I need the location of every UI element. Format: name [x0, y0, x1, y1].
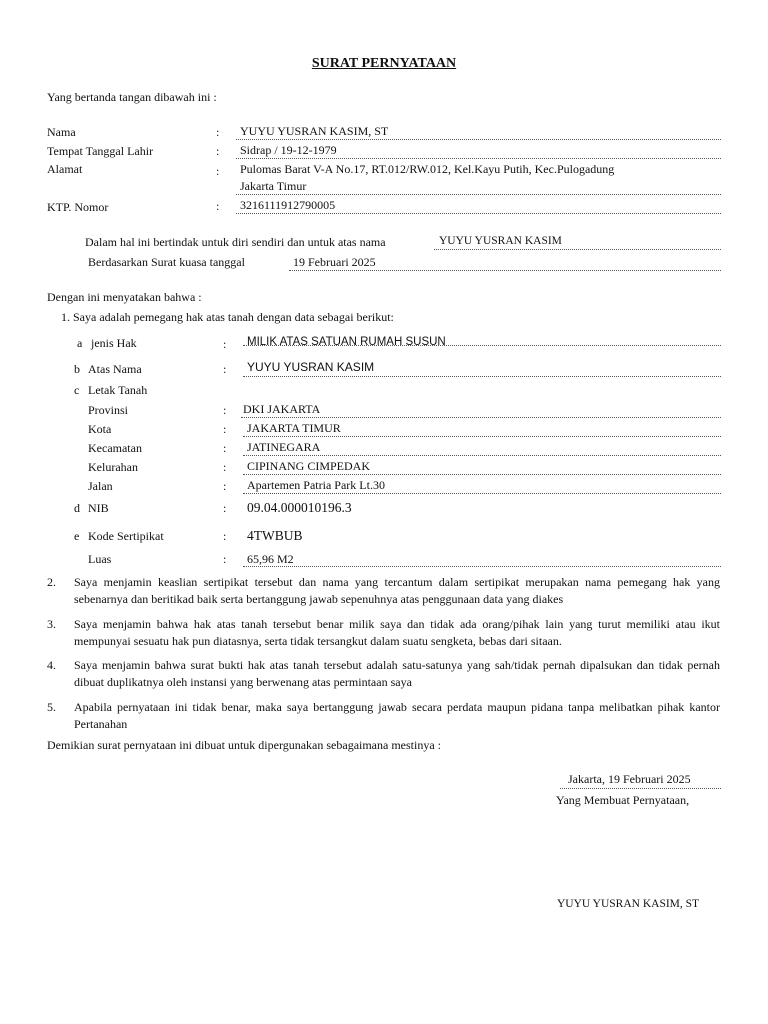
poa-dotted-line	[289, 270, 721, 271]
letak-tanah-label: Letak Tanah	[88, 383, 148, 397]
kode-sertipikat-value: 4TWBUB	[247, 528, 303, 543]
kelurahan-value: CIPINANG CIMPEDAK	[247, 459, 371, 473]
nib-value: 09.04.000010196.3	[247, 500, 352, 515]
kota-value: JAKARTA TIMUR	[247, 421, 341, 435]
poa-text: Berdasarkan Surat kuasa tanggal	[88, 255, 245, 269]
poa-value: 19 Februari 2025	[293, 255, 376, 269]
document-title: SURAT PERNYATAAN	[311, 56, 457, 71]
jenis-hak-value: MILIK ATAS SATUAN RUMAH SUSUN	[247, 336, 446, 348]
declare-intro: Dengan ini menyatakan bahwa :	[47, 290, 202, 304]
statement-2-text: Saya menjamin keaslian sertipikat tersebut dan nama yang tercantum dalam sertipikat merupakan nama pemegang hak yang sebenarnya dan beritikad baik serta bertanggung jawab sepenuhnya atas penggunaan data yang diakes	[74, 575, 720, 606]
kecamatan-colon: :	[223, 441, 227, 455]
statement-3-text: Saya menjamin bahwa hak atas tanah tersebut benar milik saya dan tidak ada orang/pihak lain yang turut memiliki atau ikut mempunyai sesuatu hak pun diatasnya, serta tidak tersangkut dalam suatu sengketa, bebas dari sitaan.	[74, 617, 720, 648]
statement-3-number: 3.	[47, 617, 56, 631]
ktp-colon: :	[216, 199, 220, 213]
alamat-line1: Pulomas Barat V-A No.17, RT.012/RW.012, Kel.Kayu Putih, Kec.Pulogadung	[240, 162, 615, 176]
land-c-letter: c	[74, 383, 80, 397]
ktp-value: 3216111912790005	[240, 198, 336, 212]
item-1-text: 1. Saya adalah pemegang hak atas tanah dengan data sebagai berikut:	[61, 310, 394, 324]
atas-nama-dotted-line	[243, 376, 721, 377]
kecamatan-dotted-line	[243, 455, 721, 456]
authority-dotted-line	[434, 249, 721, 250]
atas-nama-label: Atas Nama	[88, 362, 142, 376]
statement-2-number: 2.	[47, 575, 56, 589]
kelurahan-colon: :	[223, 460, 227, 474]
nib-label: NIB	[88, 501, 109, 515]
provinsi-value: DKI JAKARTA	[243, 402, 321, 416]
alamat-line2: Jakarta Timur	[240, 179, 307, 193]
kota-label: Kota	[88, 422, 112, 436]
ttl-label: Tempat Tanggal Lahir	[47, 144, 154, 158]
ttl-dotted-line	[236, 158, 721, 159]
luas-value: 65,96 M2	[247, 552, 294, 566]
authority-value: YUYU YUSRAN KASIM	[439, 235, 562, 247]
statement-4-text: Saya menjamin bahwa surat bukti hak atas tanah tersebut adalah satu-satunya yang sah/tidak pernah dipalsukan dan tidak pernah dibuat duplikatnya oleh instansi yang berwenang atas permintaan saya	[74, 658, 720, 689]
jenis-hak-colon: :	[223, 337, 227, 351]
atas-nama-colon: :	[223, 362, 227, 376]
provinsi-dotted-line	[241, 417, 721, 418]
ktp-label: KTP. Nomor	[47, 200, 109, 214]
nama-dotted-line	[236, 139, 721, 140]
provinsi-label: Provinsi	[88, 403, 129, 417]
kelurahan-dotted-line	[243, 474, 721, 475]
nama-value: YUYU YUSRAN KASIM, ST	[240, 124, 389, 138]
jenis-hak-label: jenis Hak	[91, 336, 137, 350]
closing-text: Demikian surat pernyataan ini dibuat untuk dipergunakan sebagaimana mestinya :	[47, 738, 441, 752]
nama-label: Nama	[47, 125, 76, 139]
signature-name: YUYU YUSRAN KASIM, ST	[557, 898, 700, 910]
statement-5-text: Apabila pernyataan ini tidak benar, maka saya bertanggung jawab secara perdata maupun pidana tanpa melibatkan pihak kantor Pertanahan	[74, 700, 720, 731]
kecamatan-value: JATINEGARA	[247, 440, 321, 454]
alamat-label: Alamat	[47, 162, 83, 176]
signature-maker: Yang Membuat Pernyataan,	[556, 793, 690, 807]
ttl-colon: :	[216, 144, 220, 158]
provinsi-colon: :	[223, 403, 227, 417]
land-e-letter: e	[74, 529, 80, 543]
signature-dotted-line	[560, 788, 721, 789]
land-a-letter: a	[77, 336, 83, 350]
jalan-label: Jalan	[88, 479, 113, 493]
luas-label: Luas	[88, 552, 112, 566]
signature-place-date: Jakarta, 19 Februari 2025	[568, 772, 691, 786]
kode-sertipikat-colon: :	[223, 529, 227, 543]
ktp-dotted-line	[236, 213, 721, 214]
statement-5-number: 5.	[47, 700, 56, 714]
luas-dotted-line	[243, 566, 721, 567]
intro-text: Yang bertanda tangan dibawah ini :	[47, 90, 217, 104]
kecamatan-label: Kecamatan	[88, 441, 142, 455]
nama-colon: :	[216, 125, 220, 139]
land-b-letter: b	[74, 362, 80, 376]
kota-dotted-line	[243, 436, 721, 437]
kota-colon: :	[223, 422, 227, 436]
land-d-letter: d	[74, 501, 80, 515]
authority-text: Dalam hal ini bertindak untuk diri sendiri dan untuk atas nama	[85, 235, 386, 249]
jalan-dotted-line	[243, 493, 721, 494]
jalan-value: Apartemen Patria Park Lt.30	[247, 478, 385, 492]
kelurahan-label: Kelurahan	[88, 460, 138, 474]
jenis-hak-dotted-line	[243, 345, 721, 346]
statement-4-number: 4.	[47, 658, 56, 672]
kode-sertipikat-label: Kode Sertipikat	[88, 529, 164, 543]
atas-nama-value: YUYU YUSRAN KASIM	[247, 360, 375, 374]
ttl-value: Sidrap / 19-12-1979	[240, 143, 337, 157]
alamat-colon: :	[216, 164, 220, 178]
jalan-colon: :	[223, 479, 227, 493]
nib-colon: :	[223, 501, 227, 515]
luas-colon: :	[223, 552, 227, 566]
alamat-dotted-line	[236, 194, 721, 195]
